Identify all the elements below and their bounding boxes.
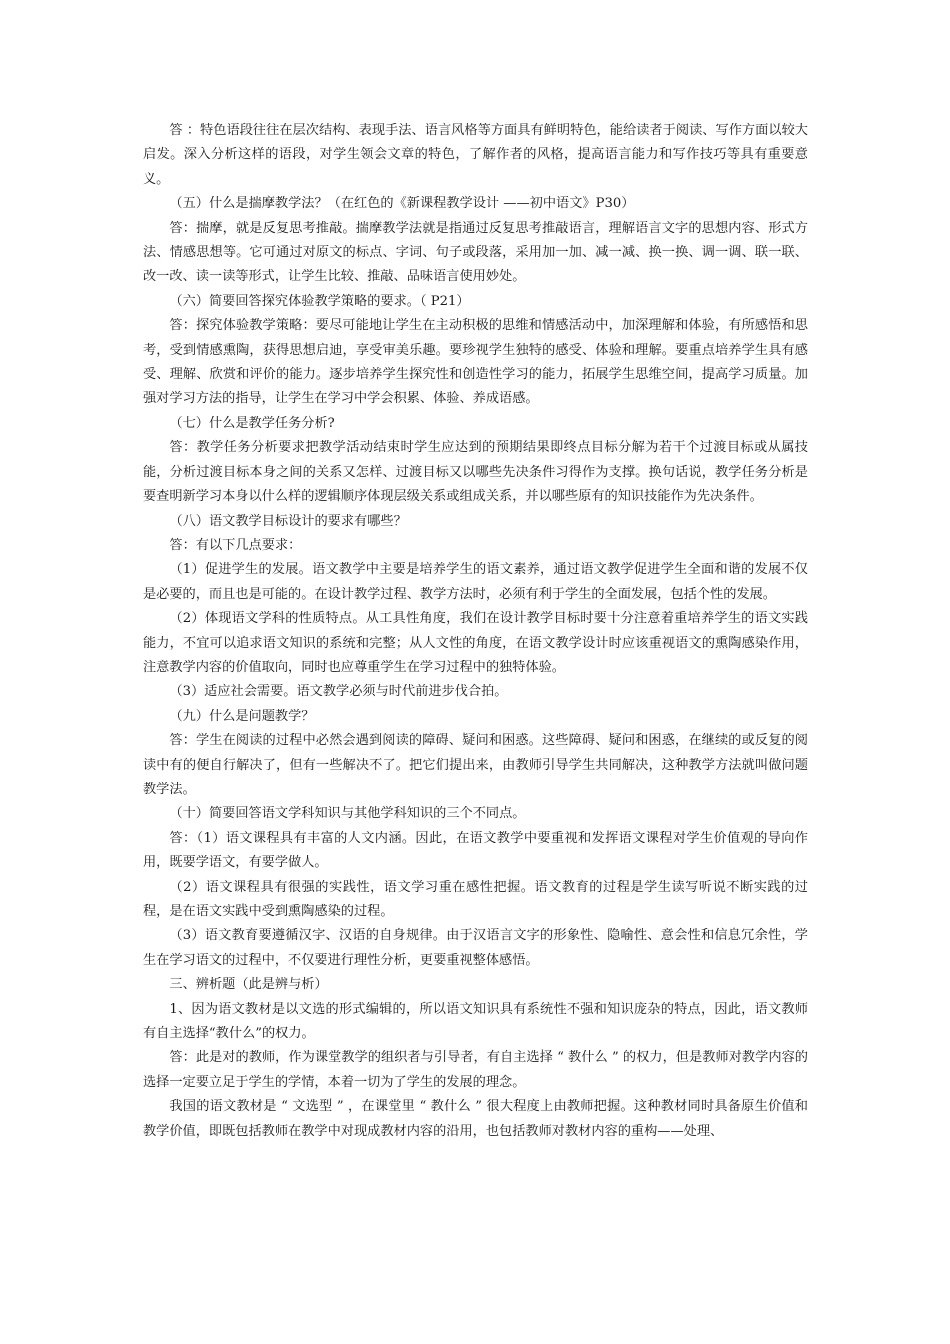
section-heading: 三、辨析题（此是辨与析）	[169, 977, 328, 993]
question-heading: （八）语文教学目标设计的要求有哪些？	[169, 513, 407, 529]
answer-paragraph: （2）体现语文学科的性质特点。从工具性角度，我们在设计教学目标时要十分注意着重培养学生的语文实践能力，不宜可以追求语文知识的系统和完整；从人文性的角度，在语文教学设计时应该重视语文的熏陶感染作用，注意教学内容的价值取向，同时也应尊重学生在学习过程中的独特体验。	[143, 611, 808, 675]
answer-paragraph: 答：有以下几点要求：	[169, 537, 302, 553]
answer-paragraph: 答：（1）语文课程具有丰富的人文内涵。因此，在语文教学中要重视和发挥语文课程对学生价值观的导向作用，既要学语文，有要学做人。	[143, 830, 808, 871]
question-heading: （七）什么是教学任务分析?	[169, 415, 335, 431]
answer-paragraph: （2）语文课程具有很强的实践性，语文学习重在感性把握。语文教育的过程是学生读写听说不断实践的过程，是在语文实践中受到熏陶感染的过程。	[143, 879, 808, 919]
answer-paragraph: 答：探究体验教学策略：要尽可能地让学生在主动积极的思维和情感活动中，加深理解和体验，有所感悟和思考，受到情感熏陶，获得思想启迪，享受审美乐趣。要珍视学生独特的感受、体验和理解。要重点培养学生具有感受、理解、欣赏和评价的能力。逐步培养学生探究性和创造性学习的能力，拓展学生思维空间，提高学习质量。加强对学习方法的指导，让学生在学习中学会积累、体验、养成语感。	[143, 318, 808, 407]
question-heading: （五）什么是揣摩教学法？（在红色的《新课程教学设计 ——初中语文》P30）	[169, 196, 635, 212]
answer-paragraph: 答：此是对的教师，作为课堂教学的组织者与引导者，有自主选择 “ 教什么 ” 的权力，但是教师对教学内容的选择一定要立足于学生的学情，本着一切为了学生的发展的理念。	[143, 1050, 808, 1090]
answer-paragraph: 答：教学任务分析要求把教学活动结束时学生应达到的预期结果即终点目标分解为若干个过渡目标或从属技能，分析过渡目标本身之间的关系又怎样、过渡目标又以哪些先决条件习得作为支撑。换句话说，教学任务分析是要查明新学习本身以什么样的逻辑顺序体现层级关系或组成关系，并以哪些原有的知识技能作为先决条件。	[143, 440, 808, 505]
answer-paragraph: 答：揣摩，就是反复思考推敲。揣摩教学法就是指通过反复思考推敲语言，理解语言文字的思想内容、形式方法、情感思想等。它可通过对原文的标点、字词、句子或段落，采用加一加、减一减、换一换、调一调、联一联、改一改、读一读等形式，让学生比较、推敲、品味语言使用妙处。	[143, 220, 808, 285]
answer-paragraph: （3）适应社会需要。语文教学必须与时代前进步伐合拍。	[169, 684, 508, 700]
question-paragraph: 1、因为语文教材是以文选的形式编辑的，所以语文知识具有系统性不强和知识庞杂的特点，因此，语文教师有自主选择“教什么”的权力。	[143, 1001, 808, 1042]
question-heading: （六）简要回答探究体验教学策略的要求。（ P21）	[169, 293, 470, 309]
question-heading: （十）简要回答语文学科知识与其他学科知识的三个不同点。	[169, 806, 526, 822]
answer-paragraph: （1）促进学生的发展。语文教学中主要是培养学生的语文素养，通过语文教学促进学生全面和谐的发展不仅是必要的，而且也是可能的。在设计教学过程、教学方法时，必须有利于学生的全面发展，包括个性的发展。	[143, 562, 808, 602]
answer-paragraph: （3）语文教育要遵循汉字、汉语的自身规律。由于汉语言文字的形象性、隐喻性、意会性和信息冗余性，学生在学习语文的过程中，不仅要进行理性分析，更要重视整体感悟。	[143, 928, 808, 968]
answer-paragraph: 答：学生在阅读的过程中必然会遇到阅读的障碍、疑问和困惑。这些障碍、疑问和困惑，在继续的或反复的阅读中有的便自行解决了，但有一些解决不了。把它们提出来，由教师引导学生共同解决，这种教学方法就叫做问题教学法。	[143, 733, 808, 797]
document-body	[143, 119, 808, 1144]
question-heading: （九）什么是问题教学？	[169, 708, 315, 724]
answer-paragraph: 答 ：特色语段往往在层次结构、表现手法、语言风格等方面具有鲜明特色，能给读者于阅读、写作方面以较大启发。深入分析这样的语段，对学生领会文章的特色，了解作者的风格，提高语言能力和写作技巧等具有重要意义。	[143, 123, 808, 187]
answer-paragraph: 我国的语文教材是 “ 文选型 ” ，在课堂里 “ 教什么 ” 很大程度上由教师把握。这种教材同时具备原生价值和教学价值，即既包括教师在教学中对现成教材内容的沿用，也包括教师对教材内容的重构——处理、	[143, 1099, 808, 1139]
